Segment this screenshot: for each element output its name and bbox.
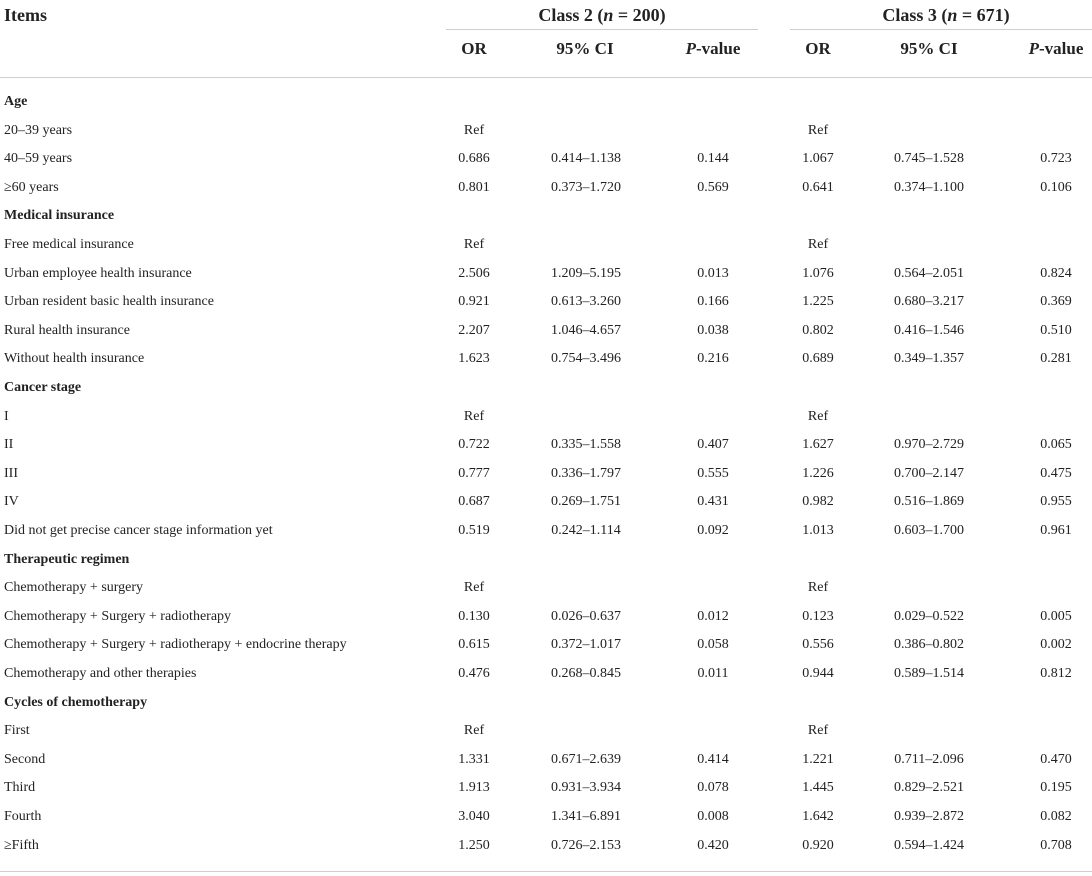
section-label: Age <box>4 94 28 109</box>
cell-or2: 0.801 <box>458 180 490 195</box>
cell-ci2: 0.268–0.845 <box>551 666 621 681</box>
pvalue-header-class3: P-value <box>1028 39 1084 58</box>
cell-ci2: 0.026–0.637 <box>551 609 621 624</box>
cell-or2: 0.686 <box>458 151 490 166</box>
row-label: II <box>4 437 14 452</box>
cell-or2: 0.777 <box>458 466 490 481</box>
cell-p3: 0.708 <box>1040 838 1072 853</box>
row-label: Urban employee health insurance <box>4 266 192 281</box>
cell-or3: 1.642 <box>802 809 834 824</box>
cell-or3: 0.944 <box>802 666 834 681</box>
cell-or2: 0.615 <box>458 637 490 652</box>
cell-p2: 0.431 <box>697 494 729 509</box>
cell-ci2: 1.046–4.657 <box>551 323 621 338</box>
pvalue-header-class2: P-value <box>685 39 741 58</box>
cell-ci2: 0.414–1.138 <box>551 151 621 166</box>
cell-ci2: 0.336–1.797 <box>551 466 621 481</box>
cell-p3: 0.281 <box>1040 351 1072 366</box>
cell-p2: 0.144 <box>697 151 729 166</box>
or-header-class3: OR <box>805 39 831 58</box>
cell-p2: 0.420 <box>697 838 729 853</box>
or-header-class2: OR <box>461 39 487 58</box>
row-label: Second <box>4 752 46 767</box>
row-label: I <box>4 409 9 424</box>
cell-or3: 0.982 <box>802 494 834 509</box>
cell-or3: Ref <box>807 237 829 252</box>
cell-ci2: 0.671–2.639 <box>551 752 621 767</box>
row-label: ≥Fifth <box>4 838 39 853</box>
cell-p2: 0.555 <box>697 466 729 481</box>
cell-ci3: 0.564–2.051 <box>894 266 964 281</box>
cell-ci2: 0.335–1.558 <box>551 437 621 452</box>
row-label: Third <box>4 780 36 795</box>
cell-p2: 0.012 <box>697 609 729 624</box>
cell-or2: Ref <box>463 580 485 595</box>
cell-or3: 0.920 <box>802 838 834 853</box>
cell-or2: 0.722 <box>458 437 490 452</box>
table-bottom-rule <box>0 871 1092 872</box>
cell-ci3: 0.711–2.096 <box>894 752 964 767</box>
row-label: 20–39 years <box>4 123 73 138</box>
cell-or3: 0.689 <box>802 351 834 366</box>
cell-or2: 0.476 <box>458 666 490 681</box>
cell-ci3: 0.516–1.869 <box>894 494 964 509</box>
cell-p2: 0.166 <box>697 294 729 309</box>
cell-p3: 0.961 <box>1040 523 1072 538</box>
cell-p3: 0.510 <box>1040 323 1072 338</box>
class2-header-rule <box>446 29 758 30</box>
cell-ci3: 0.594–1.424 <box>894 838 964 853</box>
row-label: Chemotherapy + Surgery + radiotherapy + endocrine therapy <box>4 637 347 652</box>
cell-ci3: 0.680–3.217 <box>894 294 964 309</box>
cell-p2: 0.407 <box>697 437 729 452</box>
cell-or3: 1.226 <box>802 466 834 481</box>
cell-p3: 0.005 <box>1040 609 1072 624</box>
cell-or3: 1.445 <box>802 780 834 795</box>
cell-or2: Ref <box>463 723 485 738</box>
cell-or2: 0.687 <box>458 494 490 509</box>
cell-or3: 0.123 <box>802 609 834 624</box>
ci-header-class3: 95% CI <box>900 39 958 58</box>
row-label: Chemotherapy + surgery <box>4 580 144 595</box>
row-label: Free medical insurance <box>4 237 134 252</box>
cell-p3: 0.955 <box>1040 494 1072 509</box>
cell-or2: 2.207 <box>458 323 490 338</box>
class3-header: Class 3 (n = 671) <box>882 5 1010 25</box>
cell-ci3: 0.386–0.802 <box>894 637 964 652</box>
cell-or3: 1.225 <box>802 294 834 309</box>
cell-p3: 0.195 <box>1040 780 1072 795</box>
cell-p2: 0.038 <box>697 323 729 338</box>
cell-p2: 0.414 <box>697 752 729 767</box>
cell-or2: 1.913 <box>458 780 490 795</box>
class3-header-rule <box>790 29 1092 30</box>
cell-p3: 0.002 <box>1040 637 1072 652</box>
cell-p3: 0.723 <box>1040 151 1072 166</box>
section-label: Cycles of chemotherapy <box>4 695 148 710</box>
cell-ci3: 0.349–1.357 <box>894 351 964 366</box>
cell-or2: 2.506 <box>458 266 490 281</box>
row-label: IV <box>4 494 19 509</box>
section-label: Therapeutic regimen <box>4 552 130 567</box>
cell-p3: 0.824 <box>1040 266 1072 281</box>
cell-or3: 1.067 <box>802 151 834 166</box>
cell-ci3: 0.374–1.100 <box>894 180 964 195</box>
cell-or2: 3.040 <box>458 809 490 824</box>
cell-p3: 0.106 <box>1040 180 1072 195</box>
cell-ci2: 0.726–2.153 <box>551 838 621 853</box>
cell-p3: 0.470 <box>1040 752 1072 767</box>
cell-or3: 1.221 <box>802 752 834 767</box>
row-label: Fourth <box>4 809 42 824</box>
cell-or2: Ref <box>463 409 485 424</box>
cell-ci3: 0.700–2.147 <box>894 466 964 481</box>
row-label: Urban resident basic health insurance <box>4 294 214 309</box>
cell-ci3: 0.589–1.514 <box>894 666 964 681</box>
cell-or2: 0.921 <box>458 294 490 309</box>
cell-or3: 1.627 <box>802 437 834 452</box>
row-label: Chemotherapy and other therapies <box>4 666 197 681</box>
row-label: ≥60 years <box>4 180 59 195</box>
cell-p3: 0.475 <box>1040 466 1072 481</box>
cell-p3: 0.812 <box>1040 666 1072 681</box>
cell-ci2: 0.613–3.260 <box>551 294 621 309</box>
cell-ci3: 0.970–2.729 <box>894 437 964 452</box>
row-label: III <box>4 466 18 481</box>
cell-p2: 0.092 <box>697 523 729 538</box>
cell-ci2: 0.372–1.017 <box>551 637 621 652</box>
section-label: Cancer stage <box>4 380 82 395</box>
cell-or3: Ref <box>807 123 829 138</box>
ci-header-class2: 95% CI <box>556 39 614 58</box>
class2-header: Class 2 (n = 200) <box>538 5 666 25</box>
cell-p2: 0.008 <box>697 809 729 824</box>
cell-or3: Ref <box>807 409 829 424</box>
cell-or3: 0.802 <box>802 323 834 338</box>
cell-ci3: 0.939–2.872 <box>894 809 964 824</box>
cell-ci2: 0.269–1.751 <box>551 494 621 509</box>
items-header: Items <box>4 5 47 25</box>
cell-p3: 0.065 <box>1040 437 1072 452</box>
cell-or3: Ref <box>807 580 829 595</box>
row-label: 40–59 years <box>4 151 73 166</box>
cell-p2: 0.078 <box>697 780 729 795</box>
cell-or2: 0.519 <box>458 523 490 538</box>
cell-p2: 0.216 <box>697 351 729 366</box>
cell-ci2: 0.242–1.114 <box>551 523 621 538</box>
row-label: Rural health insurance <box>4 323 130 338</box>
cell-ci2: 0.754–3.496 <box>551 351 621 366</box>
cell-p3: 0.369 <box>1040 294 1072 309</box>
row-label: Chemotherapy + Surgery + radiotherapy <box>4 609 232 624</box>
header-bottom-rule <box>0 77 1092 78</box>
cell-ci2: 1.341–6.891 <box>551 809 621 824</box>
cell-p2: 0.058 <box>697 637 729 652</box>
row-label: Did not get precise cancer stage information yet <box>4 523 273 538</box>
cell-or2: Ref <box>463 123 485 138</box>
cell-or2: 1.623 <box>458 351 490 366</box>
cell-or2: 1.250 <box>458 838 490 853</box>
cell-or2: 0.130 <box>458 609 490 624</box>
row-label: Without health insurance <box>4 351 145 366</box>
cell-ci3: 0.829–2.521 <box>894 780 964 795</box>
cell-or2: 1.331 <box>458 752 490 767</box>
cell-or3: Ref <box>807 723 829 738</box>
cell-p2: 0.011 <box>697 666 729 681</box>
cell-or3: 1.076 <box>802 266 834 281</box>
cell-or3: 0.556 <box>802 637 834 652</box>
cell-ci3: 0.029–0.522 <box>894 609 964 624</box>
cell-ci3: 0.603–1.700 <box>894 523 964 538</box>
section-label: Medical insurance <box>4 208 115 223</box>
row-label: First <box>4 723 30 738</box>
cell-or3: 1.013 <box>802 523 834 538</box>
cell-ci3: 0.416–1.546 <box>894 323 964 338</box>
cell-ci2: 0.373–1.720 <box>551 180 621 195</box>
cell-or2: Ref <box>463 237 485 252</box>
cell-ci2: 0.931–3.934 <box>551 780 621 795</box>
cell-ci2: 1.209–5.195 <box>551 266 621 281</box>
cell-p2: 0.569 <box>697 180 729 195</box>
cell-ci3: 0.745–1.528 <box>894 151 964 166</box>
cell-or3: 0.641 <box>802 180 834 195</box>
cell-p2: 0.013 <box>697 266 729 281</box>
cell-p3: 0.082 <box>1040 809 1072 824</box>
